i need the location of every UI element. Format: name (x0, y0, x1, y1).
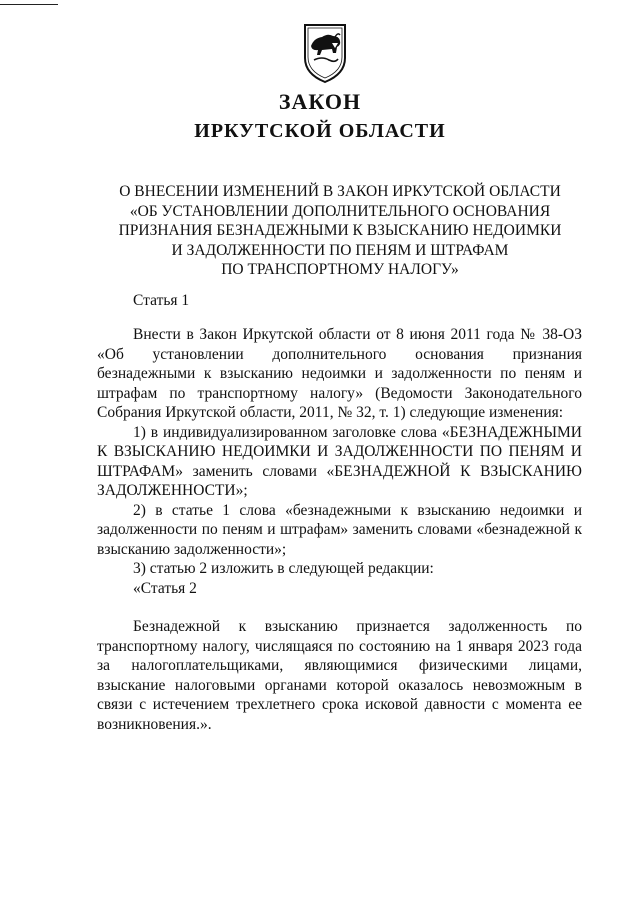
article-body (97, 325, 582, 734)
irkutsk-coat-of-arms-icon (302, 22, 348, 84)
subject-line: О ВНЕСЕНИИ ИЗМЕНЕНИЙ В ЗАКОН ИРКУТСКОЙ ОБЛАСТИ (119, 183, 561, 200)
document-region-title: ИРКУТСКОЙ ОБЛАСТИ (194, 120, 446, 142)
subject-line: И ЗАДОЛЖЕННОСТИ ПО ПЕНЯМ И ШТРАФАМ (171, 241, 509, 259)
article-heading: Статья 1 (133, 292, 190, 309)
subject-line: «ОБ УСТАНОВЛЕНИИ ДОПОЛНИТЕЛЬНОГО ОСНОВАНИЯ (129, 202, 551, 220)
article-intro-paragraph: Внести в Закон Иркутской области от 8 июня 2011 года № 38-ОЗ «Об установлении дополнительного основания признания безнадежными к взысканию недоимки и задолженности по пеням и штрафам по транспортному налогу» (Ведомости Законодательного Собрания Иркутской области, 2011, № 32, т. 1) следующие изменения: (97, 326, 582, 421)
amendment-item-2: 2) в статье 1 слова «безнадежными к взысканию недоимки и задолженности по пеням и штрафам» заменить словами «безнадежной к взысканию задолженности»; (97, 501, 582, 558)
subject-line: ПРИЗНАНИЯ БЕЗНАДЕЖНЫМИ К ВЗЫСКАНИЮ НЕДОИМКИ (118, 222, 562, 239)
quoted-article-heading: «Статья 2 (133, 579, 197, 597)
amendment-item-3: 3) статью 2 изложить в следующей редакции: (133, 560, 434, 577)
document-type-title: ЗАКОН (278, 89, 362, 114)
law-subject-title (110, 182, 570, 280)
amendment-item-1: 1) в индивидуализированном заголовке слова «БЕЗНАДЕЖНЫМИ К ВЗЫСКАНИЮ НЕДОИМКИ И ЗАДОЛЖЕННОСТИ ПО ПЕНЯМ И ШТРАФАМ» заменить словами «БЕЗНАДЕЖНОЙ К ВЗЫСКАНИЮ ЗАДОЛЖЕННОСТИ»; (97, 423, 582, 499)
quoted-article-text: Безнадежной к взысканию признается задолженность по транспортному налогу, числящаяся по состоянию на 1 января 2023 года за налогоплательщиками, являющимися физическими лицами, взыскание налоговыми органами которой оказалось невозможным в связи с истечением трехлетнего срока исковой давности с момента ее возникновения.». (97, 618, 582, 733)
subject-line: ПО ТРАНСПОРТНОМУ НАЛОГУ» (221, 261, 459, 278)
top-rule (0, 4, 58, 5)
